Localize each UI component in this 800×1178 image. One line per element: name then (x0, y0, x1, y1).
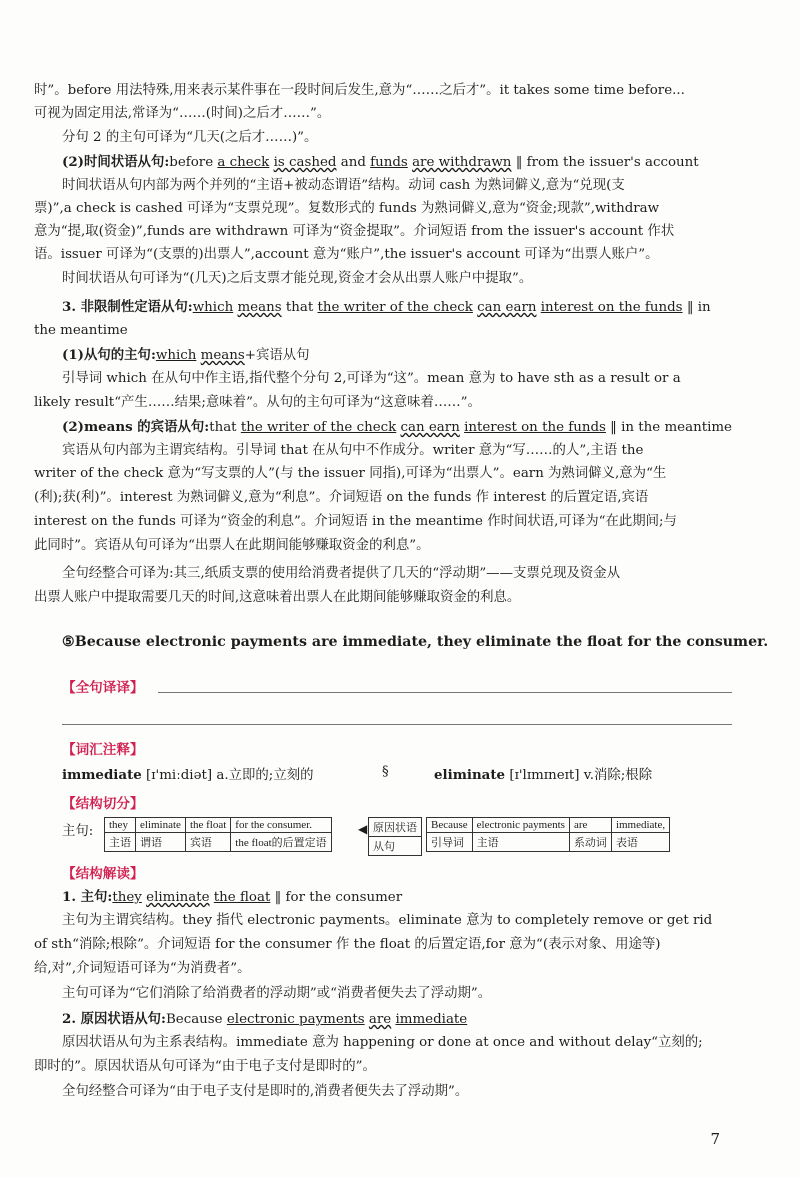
cell: immediate, (611, 818, 669, 833)
text: Because (165, 1012, 227, 1027)
underlined: means (200, 348, 245, 363)
underlined: electronic payments (226, 1012, 365, 1027)
translation-blank-line[interactable] (62, 724, 732, 725)
vocab-entry-immediate (62, 764, 314, 783)
vocab-ipa: [ɪ'lɪmɪneɪt] (509, 768, 580, 783)
text-line: 语。issuer 可译为“(支票的)出票人”,account 意为“账户”,the issuer's account 可译为“出票人账户”。 (34, 247, 659, 262)
underlined: interest on the funds (540, 300, 683, 315)
text-line: 主句可译为“它们消除了给消费者的浮动期”或“消费者便失去了浮动期”。 (62, 986, 492, 1001)
underlined: funds (370, 155, 408, 170)
arrow-icon: ◀ (358, 822, 368, 836)
text-line: 时间状语从句可译为“(几天)之后支票才能兑现,资金才会从出票人账户中提取”。 (62, 271, 533, 286)
text-line: 时”。before 用法特殊,用来表示某件事在一段时间后发生,意为“……之后才”。it takes some time before... (34, 83, 685, 98)
text: ‖ from the issuer's account (511, 155, 699, 170)
text-line: 出票人账户中提取需要几天的时间,这意味着出票人在此期间能够赚取资金的利息。 (34, 590, 521, 605)
text-line: 宾语从句内部为主谓宾结构。引导词 that 在从句中不作成分。writer 意为“写……的人”,主语 the (62, 443, 644, 458)
underlined: the float (213, 890, 271, 905)
main-clause-tag: 主句: (62, 824, 94, 839)
text-line: 给,对”,介词短语可译为“为消费者”。 (34, 961, 251, 976)
text-line: writer of the check 意为“写支票的人”(与 the issuer 同指),可译为“出票人”。earn 为熟词僻义,意为“生 (34, 466, 667, 481)
underlined: which (192, 300, 234, 315)
text: and (336, 155, 371, 170)
vocab-ipa: [ɪ'miːdiət] (146, 768, 213, 783)
cell: 引导词 (427, 833, 473, 852)
text: that (209, 420, 241, 435)
text: +宾语从句 (244, 348, 310, 363)
underlined: is cashed (273, 155, 337, 170)
text-line: (利);获(利)”。interest 为熟词僻义,意为“利息”。介词短语 on the funds 作 interest 的后置定语,宾语 (34, 490, 649, 505)
vocab-entry-eliminate (434, 764, 652, 783)
cell: 谓语 (136, 833, 186, 852)
structure-table-main (104, 817, 332, 852)
cell: 主语 (105, 833, 136, 852)
cell: Because (427, 818, 473, 833)
analysis-label: 【结构解读】 (62, 866, 144, 882)
relative-clause-heading (62, 296, 766, 320)
cell: 原因状语 (369, 818, 422, 837)
cell: 主语 (472, 833, 569, 852)
vocab-def: a.立即的;立刻的 (216, 768, 314, 783)
cell: are (569, 818, 611, 833)
section-head: 2. 原因状语从句: (62, 1011, 166, 1027)
object-clause-heading (62, 416, 766, 440)
section-head: (2)means 的宾语从句: (62, 419, 210, 435)
text-line: 分句 2 的主句可译为“几天(之后才……)”。 (62, 130, 318, 145)
underlined: which (155, 348, 197, 363)
underlined: the writer of the check (240, 420, 397, 435)
text-line: likely result“产生……结果;意味着”。从句的主句可译为“这意味着……”。 (34, 395, 481, 410)
cell: 表语 (611, 833, 669, 852)
section-head: (2)时间状语从句: (62, 154, 170, 170)
text-line: the meantime (34, 323, 128, 338)
vocab-word: eliminate (434, 767, 506, 783)
text-line: 全句经整合可译为:其三,纸质支票的使用给消费者提供了几天的“浮动期”——支票兑现及资金从 (62, 566, 621, 581)
cell: eliminate (136, 818, 186, 833)
section-head: (1)从句的主句: (62, 347, 156, 363)
underlined: are (368, 1012, 392, 1027)
cell: they (105, 818, 136, 833)
text-line: 意为“提,取(资金)”,funds are withdrawn 可译为“资金提取”。介词短语 from the issuer's account 作状 (34, 224, 675, 239)
section-head: 3. 非限制性定语从句: (62, 299, 193, 315)
cell: electronic payments (472, 818, 569, 833)
text-line: 全句经整合可译为“由于电子支付是即时的,消费者便失去了浮动期”。 (62, 1084, 469, 1099)
vocab-def: v.消除;根除 (583, 768, 653, 783)
text: ‖ for the consumer (270, 890, 403, 905)
underlined: a check (217, 155, 270, 170)
cell: for the consumer. (231, 818, 331, 833)
text-line: 原因状语从句为主系表结构。immediate 意为 happening or done at once and without delay“立刻的; (62, 1035, 703, 1050)
text: ‖ in (682, 300, 711, 315)
underlined: are withdrawn (412, 155, 512, 170)
cell: the float (185, 818, 230, 833)
text-line: interest on the funds 可译为“资金的利息”。介词短语 in the meantime 作时间状语,可译为“在此期间;与 (34, 514, 677, 529)
vocab-separator: § (382, 764, 389, 779)
text-line: 引导词 which 在从句中作主语,指代整个分句 2,可译为“这”。mean 意为 to have sth as a result or a (62, 371, 681, 386)
text: before (169, 155, 218, 170)
text: that (281, 300, 318, 315)
text-line: 此同时”。宾语从句可译为“出票人在此期间能够赚取资金的利息”。 (34, 538, 430, 553)
structure-table-clause (426, 817, 670, 852)
section-head: 1. 主句: (62, 889, 113, 905)
vocab-label: 【词汇注释】 (62, 742, 144, 758)
text-line: 票)”,a check is cashed 可译为“支票兑现”。复数形式的 funds 为熟词僻义,意为“资金;现款”,withdraw (34, 201, 660, 216)
text-line: of sth“消除;根除”。介词短语 for the consumer 作 the float 的后置定语,for 意为“(表示对象、用途等) (34, 937, 661, 952)
underlined: eliminate (146, 890, 210, 905)
underlined: immediate (395, 1012, 468, 1027)
structure-label: 【结构切分】 (62, 796, 144, 812)
main-clause-heading (62, 344, 766, 368)
structure-table-reason (368, 817, 422, 856)
translation-label: 【全句译译】 (62, 680, 144, 696)
underlined: interest on the funds (464, 420, 606, 435)
vocab-word: immediate (62, 767, 142, 783)
underlined: can earn (477, 300, 537, 315)
text-line: 即时的”。原因状语从句可译为“由于电子支付是即时的”。 (34, 1059, 376, 1074)
analysis-heading-2 (62, 1008, 766, 1032)
cell: 系动词 (569, 833, 611, 852)
text-line: 主句为主谓宾结构。they 指代 electronic payments。eliminate 意为 to completely remove or get rid (62, 913, 713, 928)
analysis-heading-1 (62, 886, 766, 910)
sentence-5: ⑤Because electronic payments are immediate, they eliminate the float for the consumer. (62, 634, 769, 650)
translation-blank-line[interactable] (158, 692, 732, 693)
cell: the float的后置定语 (231, 833, 331, 852)
time-clause-heading (62, 151, 766, 175)
text-line: 时间状语从句内部为两个并列的“主语+被动态谓语”结构。动词 cash 为熟词僻义,意为“兑现(支 (62, 178, 625, 193)
text: ‖ in the meantime (605, 420, 732, 435)
underlined: can earn (400, 420, 460, 435)
underlined: the writer of the check (317, 300, 473, 315)
page-number: 7 (710, 1130, 720, 1148)
underlined: they (112, 890, 142, 905)
cell: 从句 (369, 837, 422, 856)
cell: 宾语 (185, 833, 230, 852)
text-line: 可视为固定用法,常译为“……(时间)之后才……”。 (34, 106, 331, 121)
underlined: means (237, 300, 282, 315)
